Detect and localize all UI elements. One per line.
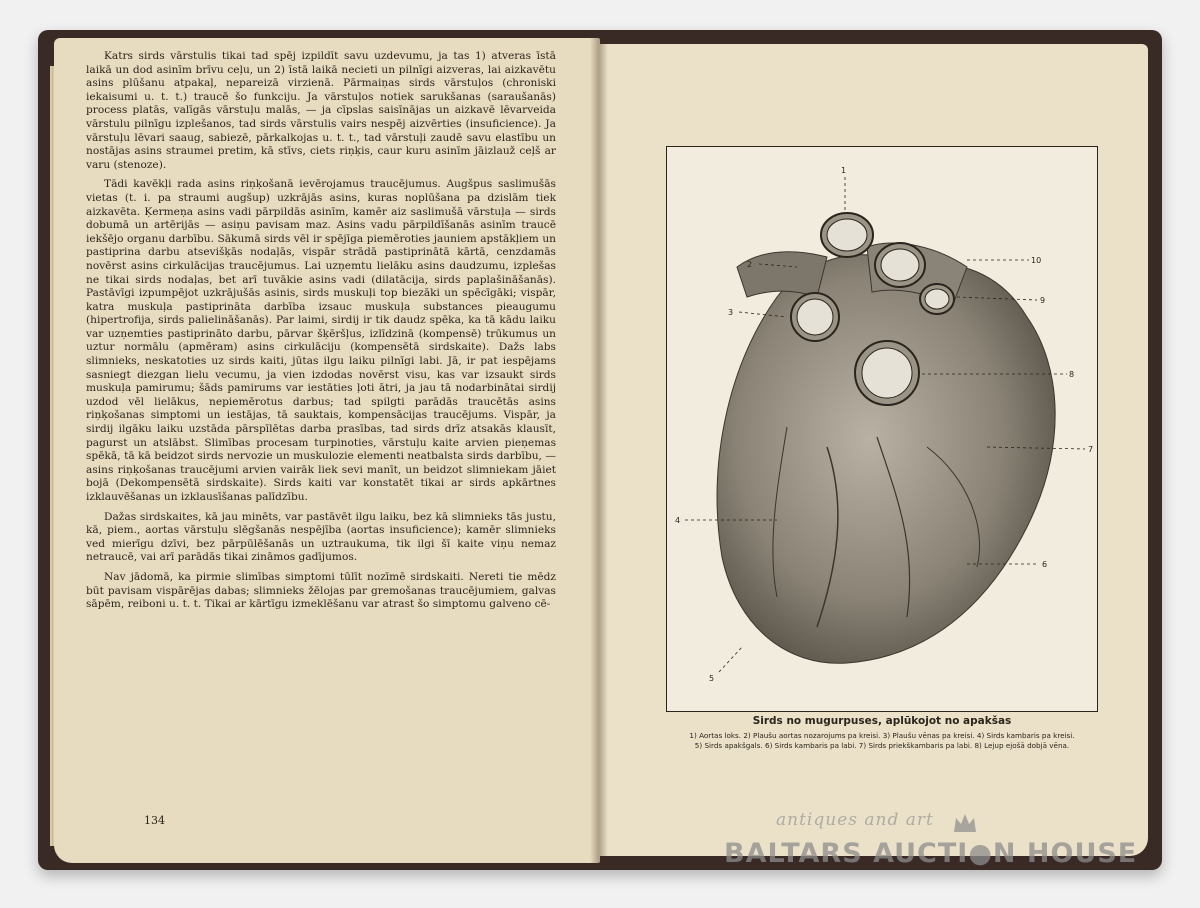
legend-line-1: 1) Aortas loks. 2) Plaušu aortas nozarojums pa kreisi. 3) Plaušu vēnas pa kreisi. 4) Sirds kambaris pa kreisi. xyxy=(689,731,1075,740)
watermark-tagline: antiques and art xyxy=(776,810,934,830)
right-page-content xyxy=(598,44,1148,856)
figure-frame xyxy=(666,146,1098,712)
figure-label-8: 8 xyxy=(1069,370,1075,379)
heart-illustration xyxy=(667,147,1097,711)
legend-line-2: 5) Sirds apakšgals. 6) Sirds kambaris pa labi. 7) Sirds priekškambaris pa labi. 8) Lejup ejošā dobjā vēna. xyxy=(694,741,1070,750)
figure-label-1: 1 xyxy=(841,166,847,175)
paragraph-4: Nav jādomā, ka pirmie slimības simptomi tūlīt nozīmē sirdskaiti. Nereti tie mēdz būt pavisam vispārējas dabas; slimnieks žēlojas par gremošanas traucējumiem, galvas sāpēm, reiboni u. t. t. Tikai ar kārtīgu izmeklēšanu var atrast šo simptomu galveno cē- xyxy=(86,570,556,611)
figure-label-4: 4 xyxy=(675,516,681,525)
left-page-text xyxy=(86,50,556,618)
figure-label-3: 3 xyxy=(728,308,734,317)
figure-legend xyxy=(662,731,1102,751)
figure-label-2: 2 xyxy=(747,260,753,269)
watermark-logo: BALTARS AUCTI●N HOUSE xyxy=(724,838,1138,869)
figure-label-5: 5 xyxy=(709,674,715,683)
crown-icon xyxy=(952,812,978,834)
figure-label-7: 7 xyxy=(1088,445,1094,454)
figure-label-9: 9 xyxy=(1040,296,1046,305)
figure-label-6: 6 xyxy=(1042,560,1048,569)
figure-caption-title: Sirds no mugurpuses, aplūkojot no apakšas xyxy=(752,715,1012,727)
page-number: 134 xyxy=(144,814,165,827)
paragraph-2: Tādi kavēkļi rada asins riņķošanā ievērojamus traucējumus. Augšpus saslimušās vietas (t. i. pa straumi augšup) uzkrājās asins, kuras noplūšana pa dzislām tiek aizkavēta. Ķermeņa asins vadi pārpildās asinīm, kamēr aiz saslimušā vārstuļa — sirds dobumā un artērijās — asiņu pavisam maz. Asins vadu pārpildīšanās asinīm traucē iekšējo organu darbību. Sākumā sirds vēl ir spējīga piemēroties jauniem apstākļiem un pastiprina darbu atsevišķās nodaļās, vispār strādā pastiprinātā kārtā, cenzdamās novērst asins cirkulācijas traucējumus. Lai uzņemtu lielāku asins daudzumu, izplešas ne tikai sirds nodaļas, bet arī tuvākie asins vadi (dilatācija, sirds paplašināšanās). Pastāvīgi izpumpējot uzkrājušās asinis, sirds muskuļi top biezāki un spēcīgāki; vispār, katra muskuļa pastiprināta darbība izsauc muskuļa substances pieaugumu (hipertrofija, sirds palielināšanās). Par laimi, sirdij ir tik daudz spēka, ka tā kādu laiku var uzņemties pastiprināto darbu, pārvar šķēršļus, izlīdzinā (kompensē) trūkumus un uztur normālu (apmēram) asins cirkulāciju (kompensētā sirdskaite). Dažs labs slimnieks, neskatoties uz sirds kaiti, jūtas ilgu laiku pilnīgi labi. Jā, ir pat iespējams sasniegt diezgan lielu vecumu, ja vien izdodas novērst visu, kas var izsaukt sirds muskuļa pamirumu; šāds pamirums var iestāties ļoti ātri, ja jau tā nodarbinātai sirdij uzdod vēl lielākus, nepiemērotus darbus; tad spilgti parādās traucētās asins riņķošanas simptomi un iestājas, tā sauktais, kompensācijas traucējums. Vispār, ja sirdij ilgāku laiku uzstāda pārspīlētas darba prasības, tad sirds drīz atsakās klausīt, pagurst un atslābst. Slimības procesam turpinoties, vārstuļu kaite arvien pieņemas spēkā, tā kā beidzot sirds nervozie un muskulozie elementi neatbalsta sirds darbību, — asins riņķošanas traucējumi arvien vairāk liek sevi manīt, un beidzot slimniekam jāiet bojā (Dekompensētā sirdskaite). Sirds kaiti var konstatēt tikai ar sirds apkārtnes izklauvēšanas un izklausīšanas palīdzību. xyxy=(86,178,556,503)
paragraph-3: Dažas sirdskaites, kā jau minēts, var pastāvēt ilgu laiku, bez kā slimnieks tās justu, kā, piem., aortas vārstuļu slēgšanās nespējība (aortas insuficience); kamēr slimnieks ved mierīgu dzīvi, bez pārpūlēšanās un uztraukuma, tik ilgi šī kaite viņu nemaz netraucē, vai arī parādās tikai zināmos gadījumos. xyxy=(86,510,556,564)
figure-label-10: 10 xyxy=(1031,256,1042,265)
paragraph-1: Katrs sirds vārstulis tikai tad spēj izpildīt savu uzdevumu, ja tas 1) atveras īstā laikā un dod asinīm brīvu ceļu, un 2) īstā laikā necieti un pilnīgi aizveras, lai aizkavētu asins plūšanu atpakaļ, nepareizā virzienā. Pārmaiņas sirds vārstuļos (chroniski iekaisumi u. t. t.) traucē šo funkciju. Ja vārstuļos notiek sarukšanas (saraušanās) process platās, valīgās vārstuļu malās, — ja cīpslas saisīnājas un aizkavē lēvarveida vārstulu pilnīgu izplešanos, tad sirds vārstulis vairs nespēj aizvērties (insuficience). Ja vārstuļu lēvari saaug, sabiezē, pārkalkojas u. t. t., tad vārstuļi zaudē savu elastību un nostājas asins straumei pretim, kā stīvs, ciets riņķis, caur kuru asinīm jāizlauž ceļš ar varu (stenoze). xyxy=(86,50,556,171)
